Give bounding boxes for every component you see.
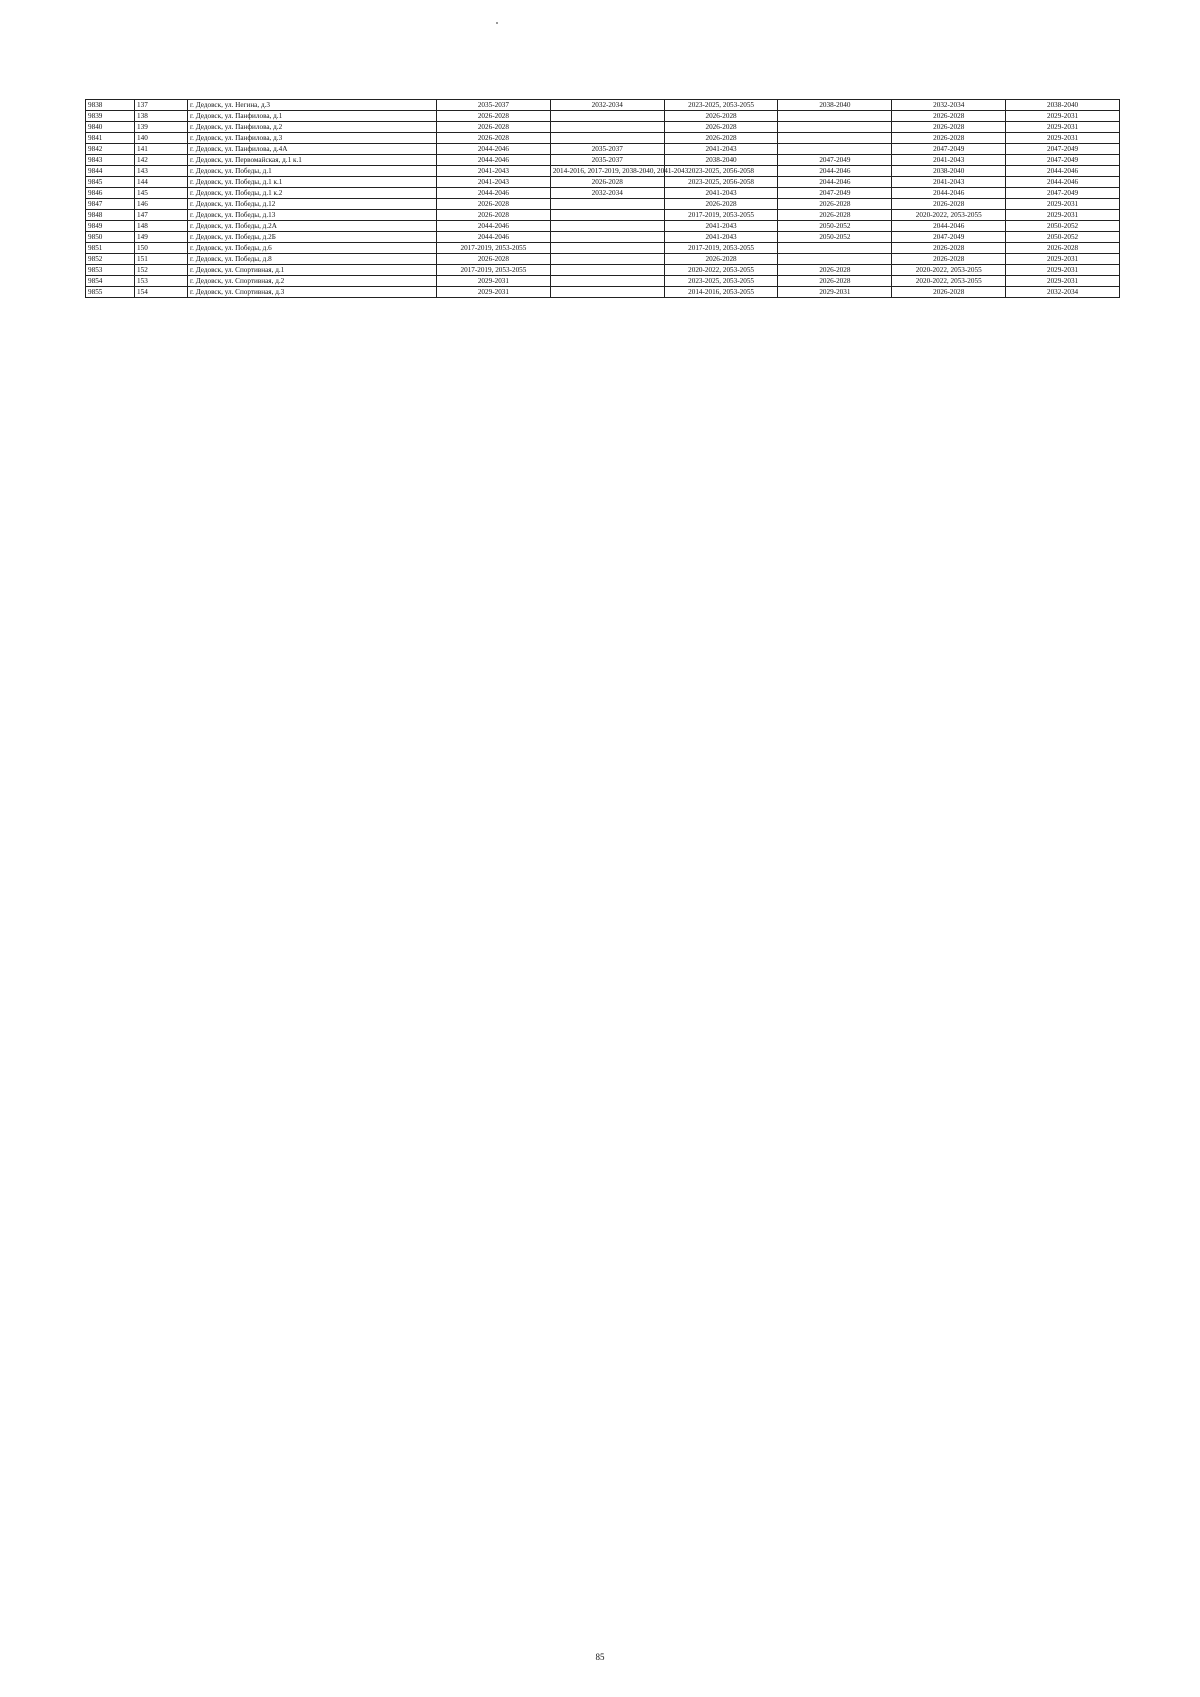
table-cell-id: 9855 xyxy=(86,287,135,298)
table-cell-n: 148 xyxy=(135,221,188,232)
table-cell-p3: 2023-2025, 2056-2058 xyxy=(664,177,778,188)
table-row xyxy=(86,254,1120,265)
table-cell-p6: 2029-2031 xyxy=(1006,210,1120,221)
table-cell-p6: 2026-2028 xyxy=(1006,243,1120,254)
table-cell-p2 xyxy=(550,254,664,265)
table-cell-p1: 2026-2028 xyxy=(437,111,551,122)
table-cell-n: 152 xyxy=(135,265,188,276)
table-cell-n: 154 xyxy=(135,287,188,298)
table-cell-address: г. Дедовск, ул. Победы, д.1 к.1 xyxy=(188,177,437,188)
table-cell-p6: 2044-2046 xyxy=(1006,177,1120,188)
table-cell-p6: 2050-2052 xyxy=(1006,221,1120,232)
table-cell-n: 137 xyxy=(135,100,188,111)
table-cell-id: 9848 xyxy=(86,210,135,221)
table-cell-p6: 2050-2052 xyxy=(1006,232,1120,243)
table-cell-p6: 2044-2046 xyxy=(1006,166,1120,177)
table-cell-address: г. Дедовск, ул. Победы, д.6 xyxy=(188,243,437,254)
register-table xyxy=(85,99,1120,298)
table-cell-p4 xyxy=(778,243,892,254)
table-cell-p5: 2020-2022, 2053-2055 xyxy=(892,265,1006,276)
table-cell-address: г. Дедовск, ул. Победы, д.12 xyxy=(188,199,437,210)
table-cell-p4: 2050-2052 xyxy=(778,221,892,232)
table-cell-p5: 2026-2028 xyxy=(892,122,1006,133)
table-cell-address: г. Дедовск, ул. Негина, д.3 xyxy=(188,100,437,111)
table-cell-p4: 2038-2040 xyxy=(778,100,892,111)
table-cell-id: 9841 xyxy=(86,133,135,144)
table-cell-p6: 2029-2031 xyxy=(1006,199,1120,210)
table-cell-p6: 2032-2034 xyxy=(1006,287,1120,298)
table-cell-p3: 2023-2025, 2056-2058 xyxy=(664,166,778,177)
table-cell-address: г. Дедовск, ул. Панфилова, д.4А xyxy=(188,144,437,155)
table-cell-p2 xyxy=(550,265,664,276)
table-cell-p1: 2026-2028 xyxy=(437,199,551,210)
table-cell-p5: 2020-2022, 2053-2055 xyxy=(892,276,1006,287)
table-cell-p3: 2023-2025, 2053-2055 xyxy=(664,100,778,111)
table-cell-p4: 2029-2031 xyxy=(778,287,892,298)
table-cell-p6: 2029-2031 xyxy=(1006,254,1120,265)
table-cell-p2: 2032-2034 xyxy=(550,100,664,111)
table-cell-p5: 2047-2049 xyxy=(892,144,1006,155)
table-cell-p1: 2044-2046 xyxy=(437,232,551,243)
table-cell-p5: 2044-2046 xyxy=(892,221,1006,232)
table-cell-address: г. Дедовск, ул. Победы, д.2Б xyxy=(188,232,437,243)
table-cell-p5: 2041-2043 xyxy=(892,155,1006,166)
table-cell-p5: 2026-2028 xyxy=(892,133,1006,144)
page-number: 85 xyxy=(595,1652,605,1662)
table-cell-address: г. Дедовск, ул. Панфилова, д.3 xyxy=(188,133,437,144)
table-cell-address: г. Дедовск, ул. Победы, д.1 xyxy=(188,166,437,177)
table-cell-id: 9842 xyxy=(86,144,135,155)
table-cell-p5: 2026-2028 xyxy=(892,254,1006,265)
table-cell-id: 9852 xyxy=(86,254,135,265)
table-cell-p1: 2026-2028 xyxy=(437,254,551,265)
table-cell-address: г. Дедовск, ул. Спортивная, д.3 xyxy=(188,287,437,298)
table-cell-id: 9838 xyxy=(86,100,135,111)
table-cell-p4: 2026-2028 xyxy=(778,199,892,210)
table-cell-p2 xyxy=(550,232,664,243)
table-cell-p3: 2026-2028 xyxy=(664,122,778,133)
table-cell-p2 xyxy=(550,243,664,254)
table-cell-p6: 2029-2031 xyxy=(1006,111,1120,122)
table-cell-p5: 2041-2043 xyxy=(892,177,1006,188)
table-cell-p5: 2047-2049 xyxy=(892,232,1006,243)
table-cell-id: 9850 xyxy=(86,232,135,243)
table-row xyxy=(86,276,1120,287)
table-cell-n: 142 xyxy=(135,155,188,166)
table-cell-n: 143 xyxy=(135,166,188,177)
table-row xyxy=(86,243,1120,254)
table-cell-p4 xyxy=(778,133,892,144)
table-cell-p2 xyxy=(550,221,664,232)
table-cell-p1: 2041-2043 xyxy=(437,177,551,188)
table-cell-p3: 2026-2028 xyxy=(664,133,778,144)
table-row xyxy=(86,221,1120,232)
table-cell-p5: 2032-2034 xyxy=(892,100,1006,111)
table-cell-p4 xyxy=(778,111,892,122)
table-cell-p1: 2035-2037 xyxy=(437,100,551,111)
table-cell-p2 xyxy=(550,287,664,298)
table-cell-p3: 2041-2043 xyxy=(664,221,778,232)
table-cell-p1: 2044-2046 xyxy=(437,155,551,166)
table-cell-p6: 2047-2049 xyxy=(1006,188,1120,199)
table-cell-p5: 2026-2028 xyxy=(892,287,1006,298)
table-cell-p3: 2023-2025, 2053-2055 xyxy=(664,276,778,287)
table-cell-p2: 2032-2034 xyxy=(550,188,664,199)
table-cell-n: 138 xyxy=(135,111,188,122)
table-cell-p1: 2017-2019, 2053-2055 xyxy=(437,243,551,254)
register-table-body xyxy=(86,100,1120,298)
table-cell-p4 xyxy=(778,144,892,155)
table-cell-p1: 2044-2046 xyxy=(437,188,551,199)
table-cell-p4 xyxy=(778,254,892,265)
table-cell-p6: 2029-2031 xyxy=(1006,122,1120,133)
table-row xyxy=(86,188,1120,199)
table-cell-p1: 2026-2028 xyxy=(437,122,551,133)
table-cell-p6: 2038-2040 xyxy=(1006,100,1120,111)
table-cell-p3: 2026-2028 xyxy=(664,199,778,210)
table-cell-p1: 2017-2019, 2053-2055 xyxy=(437,265,551,276)
table-cell-p6: 2029-2031 xyxy=(1006,276,1120,287)
table-cell-p2: 2035-2037 xyxy=(550,144,664,155)
table-cell-id: 9845 xyxy=(86,177,135,188)
table-cell-p5: 2026-2028 xyxy=(892,243,1006,254)
table-cell-p5: 2044-2046 xyxy=(892,188,1006,199)
table-cell-p1: 2044-2046 xyxy=(437,221,551,232)
table-cell-address: г. Дедовск, ул. Победы, д.13 xyxy=(188,210,437,221)
table-cell-address: г. Дедовск, ул. Панфилова, д.2 xyxy=(188,122,437,133)
table-cell-p3: 2041-2043 xyxy=(664,188,778,199)
table-cell-address: г. Дедовск, ул. Победы, д.2А xyxy=(188,221,437,232)
table-cell-p4: 2047-2049 xyxy=(778,155,892,166)
table-cell-n: 147 xyxy=(135,210,188,221)
table-cell-p1: 2041-2043 xyxy=(437,166,551,177)
table-cell-p3: 2026-2028 xyxy=(664,254,778,265)
table-cell-p2: 2014-2016, 2017-2019, 2038-2040, 2041-2043 xyxy=(550,166,664,177)
table-cell-p3: 2017-2019, 2053-2055 xyxy=(664,210,778,221)
table-cell-p2 xyxy=(550,199,664,210)
table-cell-p2 xyxy=(550,210,664,221)
table-row xyxy=(86,144,1120,155)
table-cell-p4: 2044-2046 xyxy=(778,177,892,188)
table-cell-p3: 2014-2016, 2053-2055 xyxy=(664,287,778,298)
table-cell-address: г. Дедовск, ул. Победы, д.8 xyxy=(188,254,437,265)
table-cell-p3: 2041-2043 xyxy=(664,144,778,155)
table-row xyxy=(86,232,1120,243)
table-cell-p4: 2026-2028 xyxy=(778,276,892,287)
table-cell-id: 9843 xyxy=(86,155,135,166)
table-row xyxy=(86,111,1120,122)
table-cell-id: 9839 xyxy=(86,111,135,122)
table-cell-n: 149 xyxy=(135,232,188,243)
table-cell-id: 9844 xyxy=(86,166,135,177)
table-cell-p2 xyxy=(550,111,664,122)
table-cell-n: 140 xyxy=(135,133,188,144)
table-cell-address: г. Дедовск, ул. Спортивная, д.2 xyxy=(188,276,437,287)
table-row xyxy=(86,122,1120,133)
table-cell-p4: 2026-2028 xyxy=(778,265,892,276)
table-cell-p4: 2026-2028 xyxy=(778,210,892,221)
table-cell-address: г. Дедовск, ул. Первомайская, д.1 к.1 xyxy=(188,155,437,166)
table-cell-p4: 2044-2046 xyxy=(778,166,892,177)
scan-mark xyxy=(496,22,498,24)
table-cell-id: 9849 xyxy=(86,221,135,232)
table-row xyxy=(86,100,1120,111)
table-cell-p6: 2029-2031 xyxy=(1006,133,1120,144)
table-cell-address: г. Дедовск, ул. Победы, д.1 к.2 xyxy=(188,188,437,199)
table-cell-p6: 2029-2031 xyxy=(1006,265,1120,276)
table-cell-id: 9851 xyxy=(86,243,135,254)
table-cell-n: 145 xyxy=(135,188,188,199)
table-cell-p1: 2029-2031 xyxy=(437,287,551,298)
table-cell-address: г. Дедовск, ул. Панфилова, д.1 xyxy=(188,111,437,122)
table-cell-p3: 2038-2040 xyxy=(664,155,778,166)
table-cell-p2 xyxy=(550,122,664,133)
table-cell-n: 150 xyxy=(135,243,188,254)
table-row xyxy=(86,210,1120,221)
table-cell-p5: 2020-2022, 2053-2055 xyxy=(892,210,1006,221)
table-cell-n: 144 xyxy=(135,177,188,188)
table-cell-p1: 2029-2031 xyxy=(437,276,551,287)
table-cell-id: 9846 xyxy=(86,188,135,199)
table-cell-p2 xyxy=(550,276,664,287)
table-row xyxy=(86,133,1120,144)
table-row xyxy=(86,287,1120,298)
table-cell-id: 9847 xyxy=(86,199,135,210)
table-cell-n: 151 xyxy=(135,254,188,265)
table-cell-p6: 2047-2049 xyxy=(1006,155,1120,166)
table-cell-p3: 2026-2028 xyxy=(664,111,778,122)
table-cell-n: 141 xyxy=(135,144,188,155)
table-cell-p4: 2050-2052 xyxy=(778,232,892,243)
table-cell-p5: 2038-2040 xyxy=(892,166,1006,177)
table-cell-p3: 2041-2043 xyxy=(664,232,778,243)
table-cell-address: г. Дедовск, ул. Спортивная, д.1 xyxy=(188,265,437,276)
table-cell-p3: 2017-2019, 2053-2055 xyxy=(664,243,778,254)
table-cell-n: 146 xyxy=(135,199,188,210)
table-cell-p4: 2047-2049 xyxy=(778,188,892,199)
table-row xyxy=(86,177,1120,188)
table-cell-n: 153 xyxy=(135,276,188,287)
table-cell-p4 xyxy=(778,122,892,133)
table-row xyxy=(86,265,1120,276)
table-cell-p6: 2047-2049 xyxy=(1006,144,1120,155)
table-cell-p1: 2026-2028 xyxy=(437,133,551,144)
table-cell-p1: 2044-2046 xyxy=(437,144,551,155)
table-cell-p2: 2026-2028 xyxy=(550,177,664,188)
table-cell-id: 9853 xyxy=(86,265,135,276)
table-cell-p5: 2026-2028 xyxy=(892,199,1006,210)
table-cell-id: 9840 xyxy=(86,122,135,133)
table-cell-n: 139 xyxy=(135,122,188,133)
table-row xyxy=(86,166,1120,177)
table-cell-p1: 2026-2028 xyxy=(437,210,551,221)
table-cell-id: 9854 xyxy=(86,276,135,287)
table-row xyxy=(86,155,1120,166)
table-cell-p5: 2026-2028 xyxy=(892,111,1006,122)
table-row xyxy=(86,199,1120,210)
table-cell-p2 xyxy=(550,133,664,144)
table-cell-p2: 2035-2037 xyxy=(550,155,664,166)
table-cell-p3: 2020-2022, 2053-2055 xyxy=(664,265,778,276)
